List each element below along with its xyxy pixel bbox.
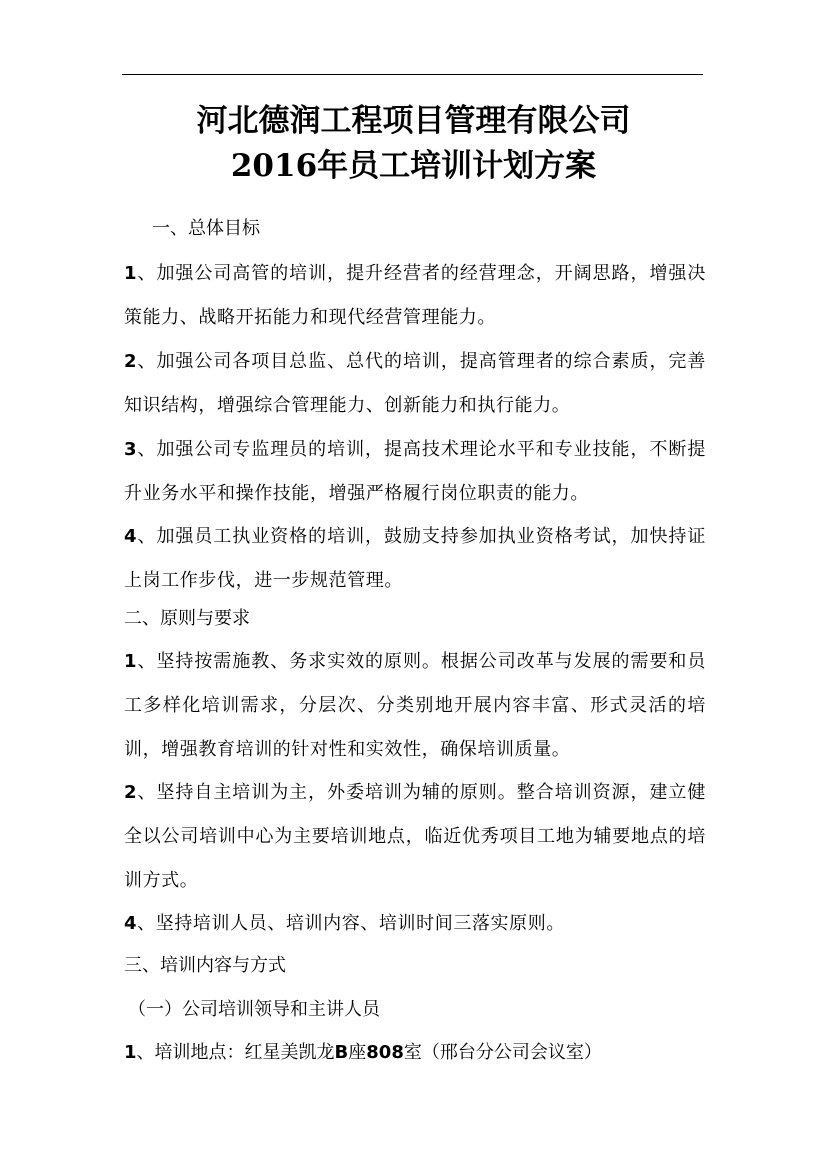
item-text: 室（邢台分公司会议室） [403, 1042, 602, 1063]
header-rule [122, 74, 703, 75]
item-number: 3 [124, 439, 138, 460]
item-text: 、加强公司各项目总监、总代的培训，提高管理者的综合素质，完善知识结构，增强综合管理能力、创新能力和执行能力。 [124, 351, 706, 416]
item-text: 座 [348, 1042, 367, 1063]
room-number: 808 [366, 1042, 404, 1063]
item-text: 、坚持自主培训为主，外委培训为辅的原则。整合培训资源，建立健全以公司培训中心为主要培训地点，临近优秀项目工地为辅要地点的培训方式。 [124, 782, 706, 891]
principle-item-2 [124, 771, 706, 903]
goal-item-1 [124, 252, 706, 340]
goal-item-4 [124, 515, 706, 603]
goal-item-3 [124, 428, 706, 516]
section-heading-goals: 一、总体目标 [152, 218, 260, 239]
item-number: 1 [124, 1042, 137, 1063]
principle-item-4 [124, 902, 706, 946]
item-number: 4 [124, 526, 138, 547]
item-text: 、加强公司高管的培训，提升经营者的经营理念，开阔思路，增强决策能力、战略开拓能力和现代经营管理能力。 [124, 263, 706, 328]
item-number: 1 [124, 263, 138, 284]
item-text: 、加强员工执业资格的培训，鼓励支持参加执业资格考试，加快持证上岗工作步伐，进一步规范管理。 [124, 526, 706, 591]
building-letter: B [334, 1042, 349, 1063]
training-location-item [124, 1040, 602, 1066]
item-text: 、加强公司专监理员的培训，提高技术理论水平和专业技能，不断提升业务水平和操作技能，增强严格履行岗位职责的能力。 [124, 439, 706, 504]
item-number: 2 [124, 782, 138, 803]
document-title-company: 河北德润工程项目管理有限公司 [196, 103, 631, 139]
item-text: 、坚持培训人员、培训内容、培训时间三落实原则。 [137, 913, 565, 934]
goal-item-2 [124, 340, 706, 428]
section-heading-principles: 二、原则与要求 [124, 608, 250, 629]
item-number: 1 [124, 651, 138, 672]
item-text: 、培训地点：红星美凯龙 [136, 1042, 335, 1063]
section-heading-content: 三、培训内容与方式 [124, 955, 286, 976]
item-text: 、坚持按需施教、务求实效的原则。根据公司改革与发展的需要和员工多样化培训需求，分层次、分类别地开展内容丰富、形式灵活的培训，增强教育培训的针对性和实效性，确保培训质量。 [124, 651, 706, 760]
item-number: 4 [124, 913, 138, 934]
principle-item-1 [124, 640, 706, 772]
subsection-heading-leaders: （一）公司培训领导和主讲人员 [128, 999, 380, 1020]
item-number: 2 [124, 351, 138, 372]
document-title-plan: 2016年员工培训计划方案 [230, 148, 597, 184]
